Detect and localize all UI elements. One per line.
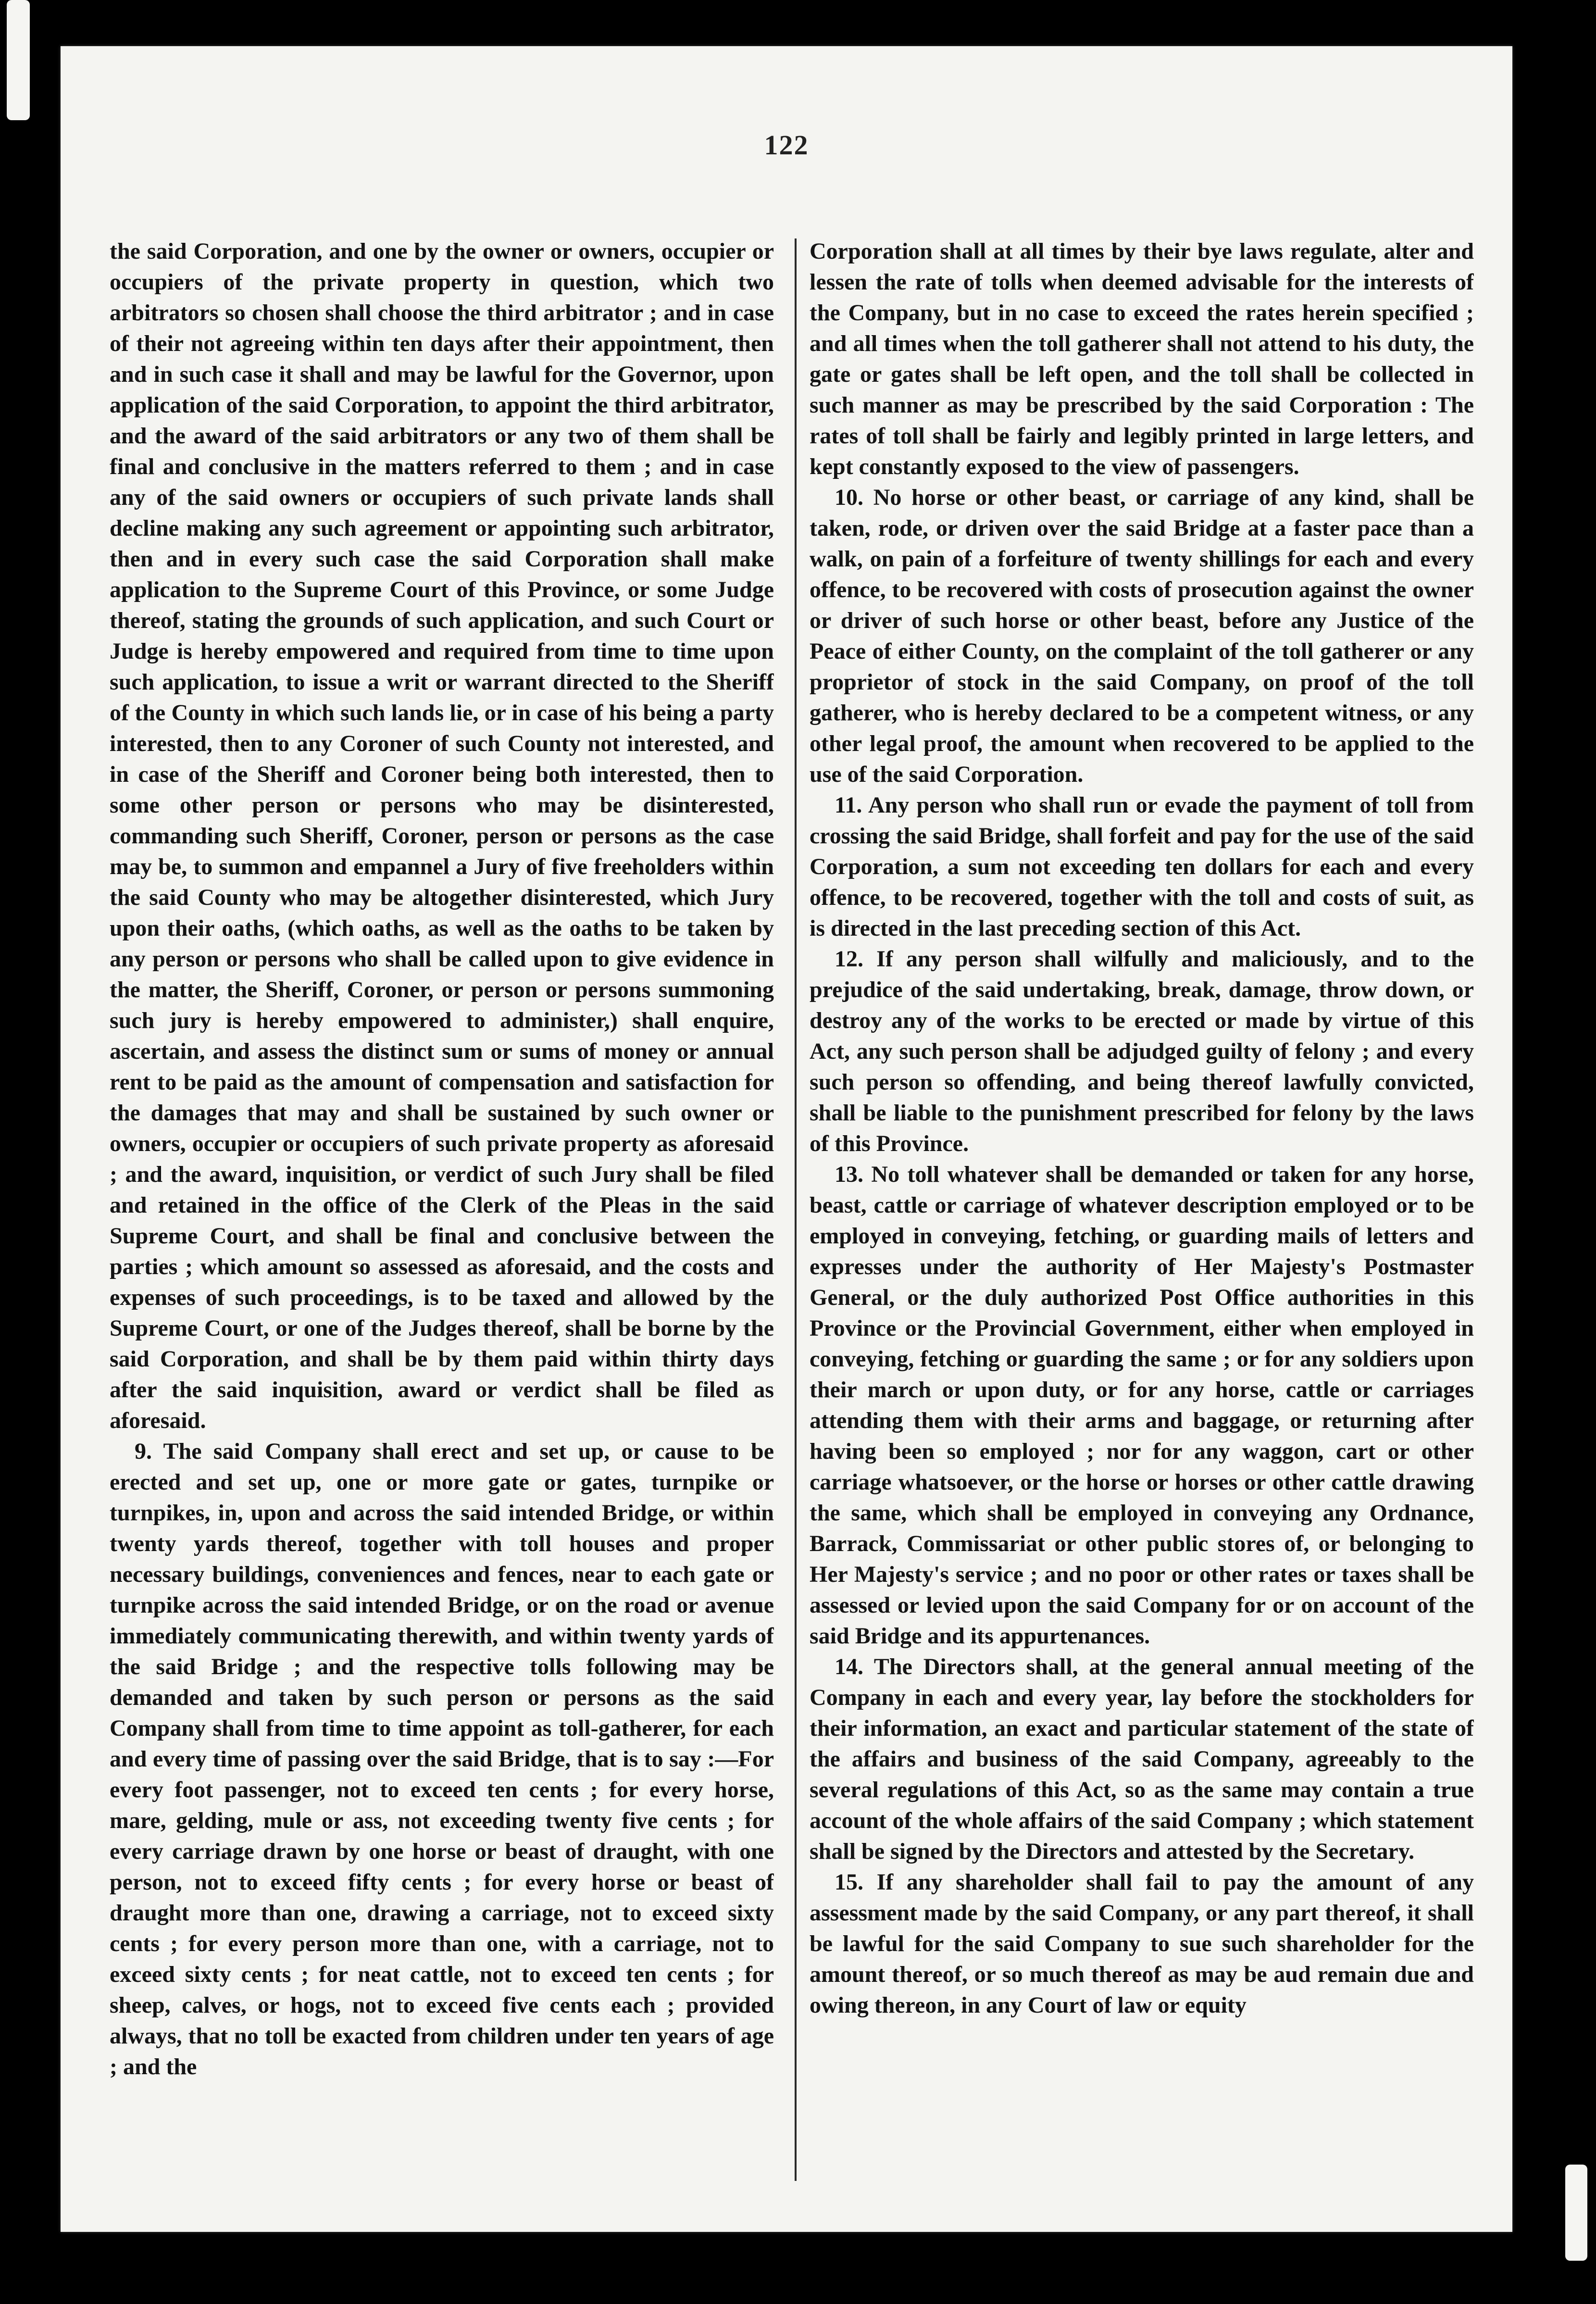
paragraph-section-14: 14. The Directors shall, at the general annual meeting of the Company in each and every year, lay before the stockholders for their information, an exact and particular statement of the state of the affairs and business of the said Company, agreeably to the several regulations of this Act, so as the same may contain a true account of the whole affairs of the said Company ; which statement shall be signed by the Directors and attested by the Secretary. xyxy=(810,1654,1474,1864)
page-edge-tab-bottom xyxy=(1565,2165,1587,2261)
paragraph-arbitration-continued: the said Corporation, and one by the owner or owners, occupier or occupiers of the private property in question, which two arbitrators so chosen shall choose the third arbitrator ; and in case of their not agreeing within ten days after their appointment, then and in such case it shall and may be lawful for the Governor, upon application of the said Corporation, to appoint the third arbitrator, and the award of the said arbitrators or any two of them shall be final and conclusive in the matters referred to them ; and in case any of the said owners or occupiers of such private lands shall decline making any such agreement or appointing such arbitrator, then and in every such case the said Corporation shall make application to the Supreme Court of this Province, or some Judge thereof, stating the grounds of such application, and such Court or Judge is hereby empowered and required from time to time upon such application, to issue a writ or warrant directed to the Sheriff of the County in which such lands lie, or in case of his being a party interested, then to any Coroner of such County not interested, and in case of the Sheriff and Coroner being both interested, then to some other person or persons who may be disinterested, commanding such Sheriff, Coroner, person or persons as the case may be, to summon and empannel a Jury of five freeholders within the said County who may be altogether disinterested, which Jury upon their oaths, (which oaths, as well as the oaths to be taken by any person or persons who shall be called upon to give evidence in the matter, the Sheriff, Coroner, or person or persons summoning such jury is hereby empowered to administer,) shall enquire, ascertain, and assess the distinct sum or sums of money or annual rent to be paid as the amount of compensation and satisfaction for the damages that may and shall be sustained by such owner or owners, occupier or occupiers of such private property as aforesaid ; and the award, inquisition, or verdict of such Jury shall be filed and retained in the office of the Clerk of the Pleas in the said Supreme Court, and shall be final and conclusive between the parties ; which amount so assessed as aforesaid, and the costs and expenses of such proceedings, is to be taxed and allowed by the Supreme Court, or one of the Judges thereof, shall be borne by the said Corporation, and shall be by them paid within thirty days after the said inquisition, award or verdict shall be filed as aforesaid. xyxy=(110,238,774,1433)
left-text-column xyxy=(110,236,774,2183)
paragraph-section-12: 12. If any person shall wilfully and maliciously, and to the prejudice of the said undertaking, break, damage, throw down, or destroy any of the works to be erected or made by virtue of this Act, any such person shall be adjudged guilty of felony ; and every such person so offending, and being thereof lawfully convicted, shall be liable to the punishment prescribed for felony by the laws of this Province. xyxy=(810,946,1474,1156)
paragraph-section-15: 15. If any shareholder shall fail to pay the amount of any assessment made by the said Company, or any part thereof, it shall be lawful for the said Company to sue such shareholder for the amount thereof, or so much thereof as may be aud remain due and owing thereon, in any Court of law or equity xyxy=(810,1869,1474,2018)
page-number: 122 xyxy=(764,129,809,161)
page-edge-tab-top xyxy=(7,0,30,120)
paragraph-section-11: 11. Any person who shall run or evade the payment of toll from crossing the said Bridge, shall forfeit and pay for the use of the said Corporation, a sum not exceeding ten dollars for each and every offence, to be recovered, together with the toll and costs of suit, as is directed in the last preceding section of this Act. xyxy=(810,792,1474,941)
paragraph-section-10: 10. No horse or other beast, or carriage of any kind, shall be taken, rode, or driven over the said Bridge at a faster pace than a walk, on pain of a forfeiture of twenty shillings for each and every offence, to be recovered with costs of prosecution against the owner or driver of such horse or other beast, before any Justice of the Peace of either County, on the complaint of the toll gatherer or any proprietor of stock in the said Company, on proof of the toll gatherer, who is hereby declared to be a competent witness, or any other legal proof, the amount when recovered to be applied to the use of the said Corporation. xyxy=(810,485,1474,787)
paragraph-section-9-continued: Corporation shall at all times by their bye laws regulate, alter and lessen the rate of tolls when deemed advisable for the interests of the Company, but in no case to exceed the rates herein specified ; and all times when the toll gatherer shall not attend to his duty, the gate or gates shall be left open, and the toll shall be collected in such manner as may be prescribed by the said Corporation : The rates of toll shall be fairly and legibly printed in large letters, and kept constantly exposed to the view of passengers. xyxy=(810,238,1474,479)
paragraph-section-9: 9. The said Company shall erect and set up, or cause to be erected and set up, one or more gate or gates, turnpike or turnpikes, in, upon and across the said intended Bridge, or within twenty yards thereof, together with toll houses and proper necessary buildings, conveniences and fences, near to each gate or turnpike across the said intended Bridge, or on the road or avenue immediately communicating therewith, and within twenty yards of the said Bridge ; and the respective tolls following may be demanded and taken by such person or persons as the said Company shall from time to time appoint as toll-gatherer, for each and every time of passing over the said Bridge, that is to say :—For every foot passenger, not to exceed ten cents ; for every horse, mare, gelding, mule or ass, not exceeding twenty five cents ; for every carriage drawn by one horse or beast of draught, with one person, not to exceed fifty cents ; for every horse or beast of draught more than one, drawing a carriage, not to exceed sixty cents ; for every person more than one, with a carriage, not to exceed sixty cents ; for neat cattle, not to exceed ten cents ; for sheep, calves, or hogs, not to exceed five cents each ; provided always, that no toll be exacted from children under ten years of age ; and the xyxy=(110,1439,774,2079)
column-divider xyxy=(795,238,797,2181)
paragraph-section-13: 13. No toll whatever shall be demanded or taken for any horse, beast, cattle or carriage of whatever description employed or to be employed in conveying, fetching, or guarding mails of letters and expresses under the authority of Her Majesty's Postmaster General, or the duly authorized Post Office authorities in this Province or the Provincial Government, either when employed in conveying, fetching or guarding the same ; or for any soldiers upon their march or upon duty, or for any horse, cattle or carriages attending them with their arms and baggage, or returning after having been so employed ; nor for any waggon, cart or other carriage whatsoever, or the horse or horses or other cattle drawing the same, which shall be employed in conveying any Ordnance, Barrack, Commissariat or other public stores of, or belonging to Her Majesty's service ; and no poor or other rates or taxes shall be assessed or levied upon the said Company for or on account of the said Bridge and its appurtenances. xyxy=(810,1162,1474,1649)
document-page xyxy=(61,46,1512,2232)
right-text-column xyxy=(810,236,1474,2183)
